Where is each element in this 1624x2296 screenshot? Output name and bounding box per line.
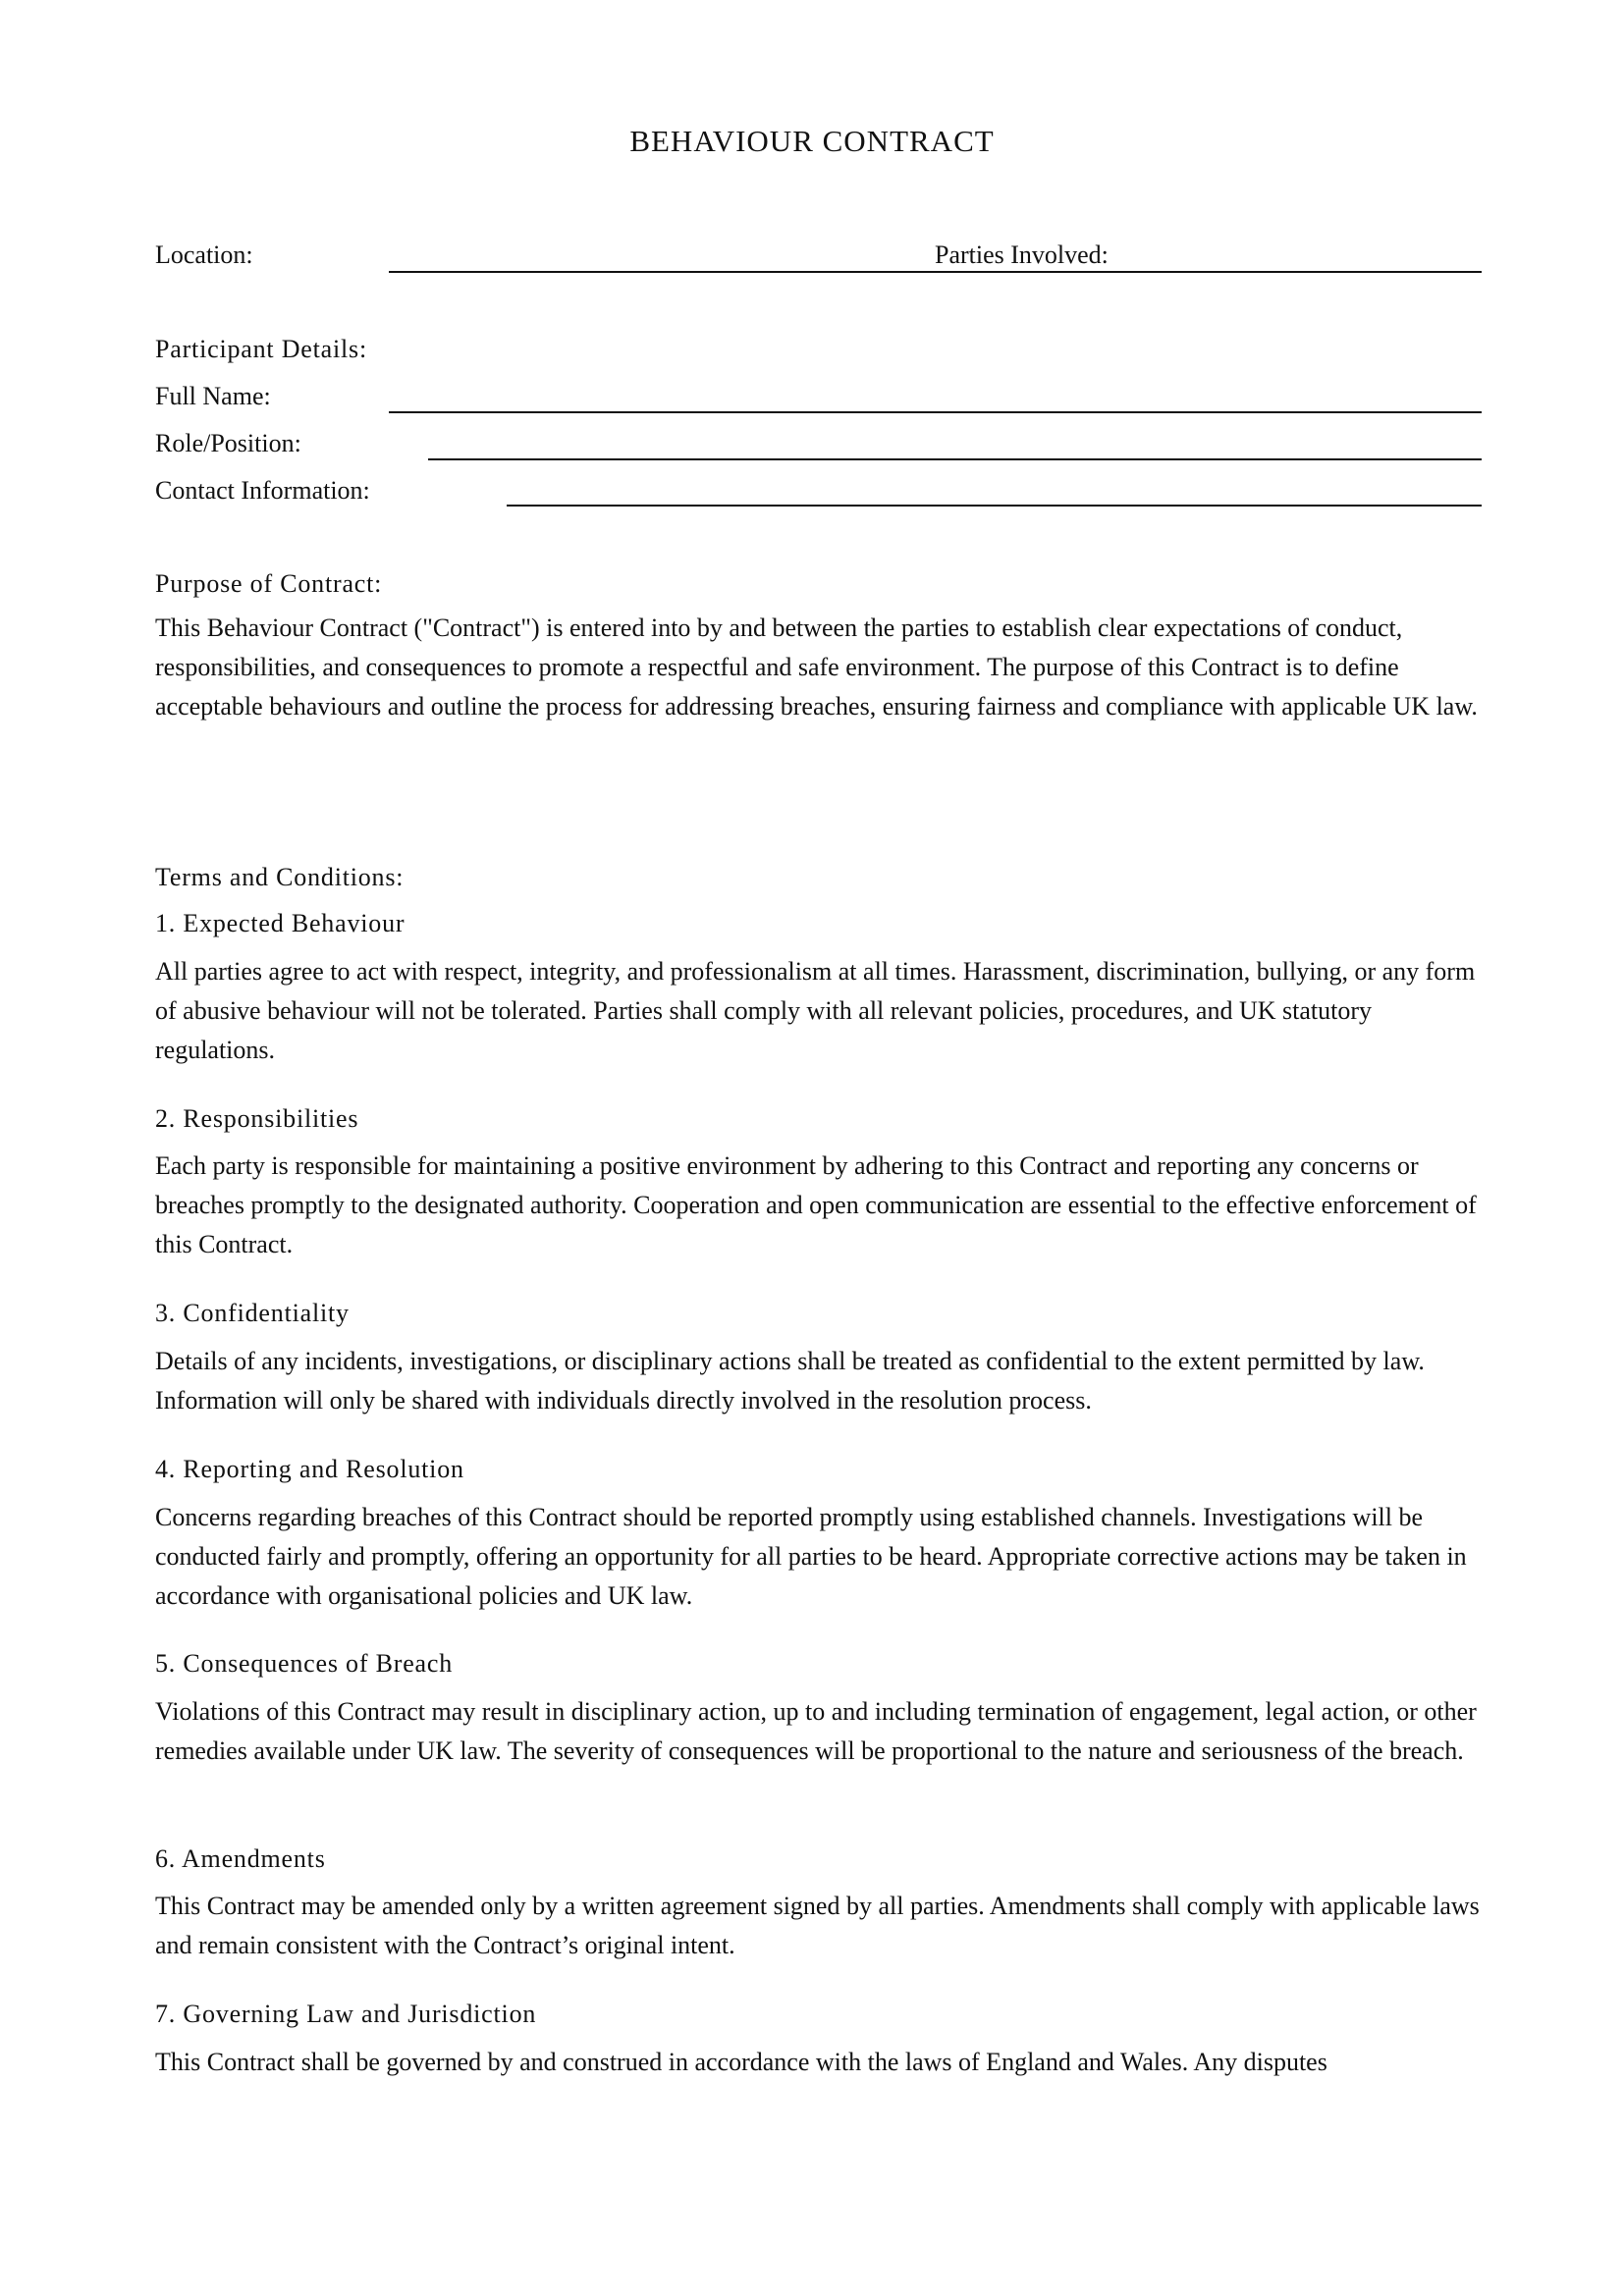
purpose-heading: Purpose of Contract:: [155, 569, 383, 598]
contact-information-label: Contact Information:: [155, 476, 370, 505]
section-2-text: Each party is responsible for maintaining a positive environment by adhering to this Contract and reporting any concerns or breaches promptly to the designated authority. Cooperation and open communication are essential to the effective enforcement of this Contract.: [155, 1151, 1477, 1258]
location-label: Location:: [155, 240, 253, 269]
section-1-heading: 1. Expected Behaviour: [155, 909, 406, 937]
full-name-label: Full Name:: [155, 382, 271, 410]
terms-heading: Terms and Conditions:: [155, 863, 405, 891]
section-6-text: This Contract may be amended only by a written agreement signed by all parties. Amendments shall comply with applicable laws and remain consistent with the Contract’s original intent.: [155, 1892, 1480, 1959]
full-name-line[interactable]: [389, 411, 1482, 413]
section-3-text: Details of any incidents, investigations, or disciplinary actions shall be treated as confidential to the extent permitted by law. Information will only be shared with individuals directly involved in the resolution process.: [155, 1347, 1425, 1415]
purpose-text: This Behaviour Contract ("Contract") is entered into by and between the parties to establish clear expectations of conduct, responsibilities, and consequences to promote a respectful and safe environment. The purpose of this Contract is to define acceptable behaviours and outline the process for addressing breaches, ensuring fairness and compliance with applicable UK law.: [155, 614, 1478, 721]
section-3-heading: 3. Confidentiality: [155, 1299, 350, 1327]
role-position-label: Role/Position:: [155, 429, 301, 457]
section-1-text: All parties agree to act with respect, integrity, and professionalism at all times. Harassment, discrimination, bullying, or any form of abusive behaviour will not be tolerated. Parties shall comply with all relevant policies, procedures, and UK statutory regulations.: [155, 957, 1476, 1064]
section-4-heading: 4. Reporting and Resolution: [155, 1455, 464, 1483]
document-title: BEHAVIOUR CONTRACT: [629, 124, 995, 158]
role-position-line[interactable]: [428, 458, 1482, 460]
parties-involved-label: Parties Involved:: [935, 240, 1109, 269]
section-7-heading: 7. Governing Law and Jurisdiction: [155, 2000, 537, 2028]
section-4-text: Concerns regarding breaches of this Contract should be reported promptly using established channels. Investigations will be conducted fairly and promptly, offering an opportunity for all parties to be heard. Appropriate corrective actions may be taken in accordance with organisational policies and UK law.: [155, 1503, 1467, 1610]
section-2-heading: 2. Responsibilities: [155, 1104, 359, 1133]
section-7-text: This Contract shall be governed by and construed in accordance with the laws of England and Wales. Any disputes: [155, 2048, 1327, 2076]
section-5-text: Violations of this Contract may result in disciplinary action, up to and including termination of engagement, legal action, or other remedies available under UK law. The severity of consequences will be proportional to the nature and seriousness of the breach.: [155, 1697, 1477, 1765]
contact-information-line[interactable]: [507, 505, 1482, 507]
participant-details-heading: Participant Details:: [155, 335, 368, 363]
section-6-heading: 6. Amendments: [155, 1844, 326, 1873]
section-5-heading: 5. Consequences of Breach: [155, 1649, 454, 1678]
